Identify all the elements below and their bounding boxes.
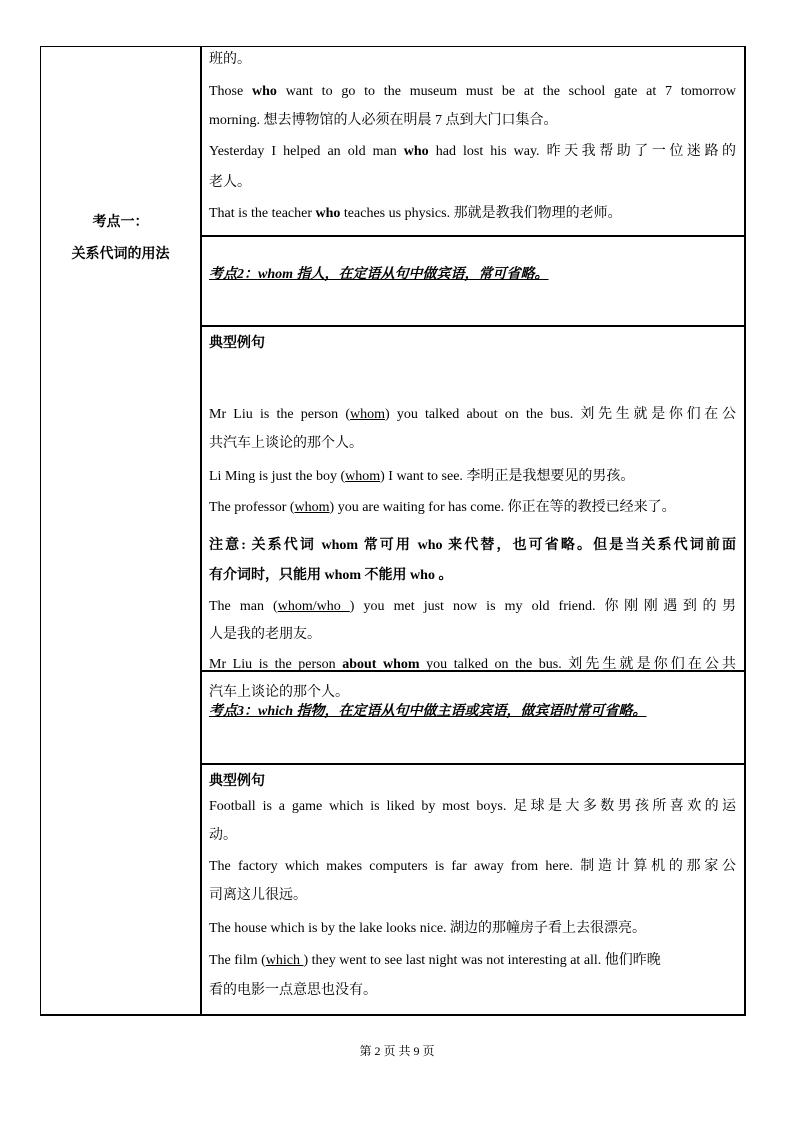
example-text: 共汽车上谈论的那个人。	[209, 436, 363, 451]
lesson-table	[40, 46, 746, 1016]
example-text: 看的电影一点意思也没有。	[209, 983, 377, 998]
example-line	[209, 886, 736, 906]
example-text: 班的。	[209, 52, 251, 67]
example-text: Mr Liu is the person	[209, 657, 343, 672]
example-line	[209, 142, 736, 162]
relative-pronoun: whom/who	[277, 599, 350, 614]
topic-title: 关系代词的用法	[71, 247, 170, 262]
topic-column	[41, 47, 202, 1014]
example-text: Football is a game which is liked by most boys. 足球是大多数男孩所喜欢的运	[209, 799, 736, 814]
example-text: Those	[209, 84, 252, 99]
content-column	[202, 47, 744, 1014]
topic-label: 考点一：	[92, 215, 149, 230]
example-text: had lost his way. 昨天我帮助了一位迷路的	[428, 144, 736, 159]
example-text: teaches us physics. 那就是教我们物理的老师。	[340, 206, 622, 221]
example-line	[209, 467, 736, 487]
who-examples-cell	[202, 47, 744, 236]
example-line	[209, 50, 736, 70]
example-line	[209, 173, 736, 193]
example-line	[209, 82, 736, 102]
example-text: you talked on the bus. 刘先生就是你们在公共	[419, 657, 736, 672]
example-text: ) you are waiting for has come. 你正在等的教授已经来了。	[329, 500, 676, 515]
relative-pronoun: who	[315, 206, 341, 221]
examples-heading: 典型例句	[209, 774, 265, 789]
example-text: Mr Liu is the person (	[209, 407, 350, 422]
example-text: ) they went to see last night was not interesting at all. 他们昨晚	[303, 953, 661, 968]
example-text: ) you met just now is my old friend. 你刚刚遇到的男	[349, 599, 737, 614]
which-examples-cell	[202, 765, 744, 1015]
relative-pronoun: whom	[345, 469, 381, 484]
example-line	[209, 826, 736, 846]
example-line	[209, 597, 736, 617]
note-line-1: 注意: 关系代词 whom 常可用 who 来代替，也可省略。但是当关系代词前面	[209, 538, 736, 553]
example-line	[209, 919, 736, 939]
example-line	[209, 498, 736, 518]
relative-pronoun: about whom	[342, 657, 420, 672]
relative-pronoun: whom	[349, 407, 385, 422]
example-text: The film (	[209, 953, 266, 968]
example-text: want to go to the museum must be at the school gate at 7 tomorrow	[276, 84, 736, 99]
page-footer: 第 2 页 共 9 页	[359, 1044, 435, 1058]
kaodian-3-cell	[202, 672, 744, 763]
whom-examples-cell	[202, 327, 744, 700]
example-line	[209, 204, 736, 224]
kaodian-2-heading: 考点2：whom 指人，在定语从句中做宾语，常可省略。	[209, 267, 549, 282]
example-text: Yesterday I helped an old man	[209, 144, 404, 159]
examples-heading: 典型例句	[209, 336, 265, 351]
example-text: The factory which makes computers is far away from here. 制造计算机的那家公	[209, 859, 736, 874]
relative-pronoun: who	[252, 84, 277, 99]
kaodian-3-heading: 考点3：which 指物，在定语从句中做主语或宾语，做宾语时常可省略。	[209, 704, 647, 719]
example-text: Li Ming is just the boy (	[209, 469, 346, 484]
note-line-2: 有介词时，只能用 whom 不能用 who 。	[209, 568, 453, 583]
example-line	[209, 981, 736, 1001]
example-line	[209, 625, 736, 645]
example-line	[209, 797, 736, 817]
example-text: 司离这儿很远。	[209, 888, 307, 903]
example-line	[209, 405, 736, 425]
example-text: morning. 想去博物馆的人必须在明晨 7 点到大门口集合。	[209, 113, 558, 128]
relative-pronoun: which	[265, 953, 304, 968]
example-text: The man (	[209, 599, 278, 614]
example-text: 汽车上谈论的那个人。	[209, 685, 349, 700]
example-line	[209, 434, 736, 454]
example-text: 动。	[209, 828, 237, 843]
example-text: ) I want to see. 李明正是我想要见的男孩。	[380, 469, 635, 484]
relative-pronoun: whom	[294, 500, 330, 515]
example-text: The house which is by the lake looks nice. 湖边的那幢房子看上去很漂亮。	[209, 921, 647, 936]
kaodian-2-cell	[202, 237, 744, 325]
example-text: 老人。	[209, 175, 251, 190]
relative-pronoun: who	[403, 144, 429, 159]
example-text: ) you talked about on the bus. 刘先生就是你们在公	[384, 407, 736, 422]
example-line	[209, 951, 736, 971]
example-text: 人是我的老朋友。	[209, 627, 321, 642]
example-line	[209, 111, 736, 131]
example-text: The professor (	[209, 500, 295, 515]
example-line	[209, 857, 736, 877]
example-text: That is the teacher	[209, 206, 316, 221]
